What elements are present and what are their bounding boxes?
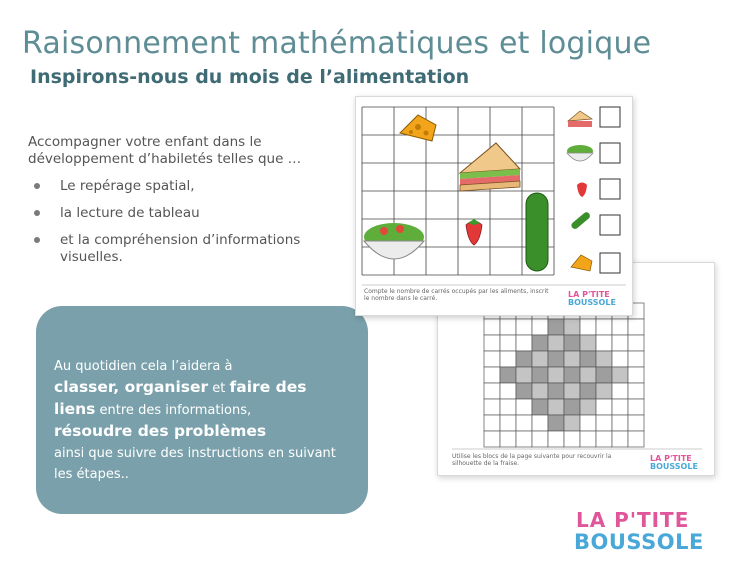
- callout-emphasis: classer, organiser: [54, 378, 209, 396]
- callout-emphasis: résoudre des problèmes: [54, 422, 267, 440]
- grid-cell: [516, 383, 532, 399]
- cheese-icon: [571, 255, 592, 271]
- grid-cell: [580, 335, 596, 351]
- mini-logo: [650, 455, 698, 471]
- grid-cell: [596, 335, 612, 351]
- grid-cell: [580, 431, 596, 447]
- sandwich-icon: [568, 111, 592, 127]
- grid-cell: [596, 431, 612, 447]
- grid-cell: [564, 431, 580, 447]
- grid-cell: [596, 399, 612, 415]
- grid-cell: [484, 367, 500, 383]
- grid-cell: [532, 351, 548, 367]
- answer-box[interactable]: [600, 215, 620, 235]
- grid-cell: [484, 351, 500, 367]
- grid-cell: [596, 383, 612, 399]
- grid-cell: [516, 367, 532, 383]
- grid-cell: [532, 383, 548, 399]
- list-item-label: Le repérage spatial,: [60, 178, 195, 194]
- mini-logo: [568, 291, 616, 307]
- answer-box[interactable]: [600, 107, 620, 127]
- strawberry-icon: [577, 183, 587, 198]
- food-grid: [356, 97, 634, 317]
- worksheet-caption: Compte le nombre de carrés occupés par les aliments, inscrit le nombre dans le carré.: [364, 288, 549, 302]
- legend-column: [567, 107, 620, 273]
- logo-line1: LA P'TITE: [576, 508, 690, 532]
- grid-cell: [580, 351, 596, 367]
- callout-text: entre des informations,: [95, 403, 252, 418]
- grid-cell: [596, 367, 612, 383]
- grid-cell: [500, 335, 516, 351]
- grid-cell: [564, 351, 580, 367]
- grid-cell: [628, 319, 644, 335]
- grid-cell: [500, 383, 516, 399]
- callout-box: [36, 306, 368, 514]
- grid-cell: [484, 335, 500, 351]
- grid-cell: [484, 319, 500, 335]
- grid-cell: [564, 319, 580, 335]
- grid-cell: [516, 415, 532, 431]
- mini-logo-line1: LA P'TITE: [650, 454, 692, 463]
- grid-cell: [532, 415, 548, 431]
- grid-cell: [612, 431, 628, 447]
- grid-cell: [564, 415, 580, 431]
- salad-icon: [567, 145, 593, 161]
- grid-cell: [564, 367, 580, 383]
- grid-cell: [516, 399, 532, 415]
- grid-cell: [596, 319, 612, 335]
- grid-cell: [548, 335, 564, 351]
- worksheet-food-grid: [355, 96, 633, 316]
- grid-cell: [484, 399, 500, 415]
- cheese-icon: [400, 115, 436, 141]
- worksheet-caption: Utilise les blocs de la page suivante pour recouvrir la silhouette de la fraise.: [452, 453, 612, 467]
- mini-logo-line2: BOUSSOLE: [650, 462, 698, 471]
- grid-cell: [532, 399, 548, 415]
- grid-cell: [580, 415, 596, 431]
- grid-cell: [484, 431, 500, 447]
- salad-icon: [364, 223, 424, 259]
- grid-cell: [564, 383, 580, 399]
- grid-cell: [516, 351, 532, 367]
- grid-cell: [628, 415, 644, 431]
- skills-list: [34, 178, 344, 276]
- mini-logo-line2: BOUSSOLE: [568, 298, 616, 307]
- grid-cell: [500, 351, 516, 367]
- grid-cell: [628, 335, 644, 351]
- grid-cell: [532, 319, 548, 335]
- answer-box[interactable]: [600, 253, 620, 273]
- grid-cell: [596, 351, 612, 367]
- grid-cell: [596, 415, 612, 431]
- grid-cell: [612, 335, 628, 351]
- grid-cell: [516, 335, 532, 351]
- grid-cell: [516, 431, 532, 447]
- grid-cell: [548, 383, 564, 399]
- grid-cell: [580, 399, 596, 415]
- grid-cell: [500, 399, 516, 415]
- grid-cell: [628, 399, 644, 415]
- grid-cell: [564, 335, 580, 351]
- grid-cell: [612, 383, 628, 399]
- strawberry-icon: [466, 219, 482, 245]
- bullet-icon: [34, 183, 40, 189]
- bullet-icon: [34, 210, 40, 216]
- bullet-icon: [34, 237, 40, 243]
- cucumber-icon: [570, 211, 591, 231]
- grid-cell: [628, 431, 644, 447]
- callout-emphasis: faire des liens: [54, 378, 307, 418]
- brand-logo: [566, 506, 716, 556]
- grid-cell: [500, 415, 516, 431]
- grid-cell: [532, 431, 548, 447]
- list-item: [34, 205, 344, 222]
- list-item: [34, 232, 344, 266]
- grid-cell: [548, 367, 564, 383]
- callout-text: ainsi que suivre des instructions en suivant les étapes..: [54, 446, 336, 482]
- page-title: Raisonnement mathématiques et logique: [22, 26, 652, 61]
- grid-cell: [500, 367, 516, 383]
- grid-cell: [628, 351, 644, 367]
- grid-cell: [500, 431, 516, 447]
- callout-text: Au quotidien cela l’aidera à: [54, 359, 233, 374]
- list-item: [34, 178, 344, 195]
- grid-cell: [484, 383, 500, 399]
- grid-cell: [612, 399, 628, 415]
- grid-cell: [580, 383, 596, 399]
- grid-cell: [580, 367, 596, 383]
- answer-box[interactable]: [600, 143, 620, 163]
- grid-cell: [612, 351, 628, 367]
- grid-cell: [612, 319, 628, 335]
- grid-cell: [500, 319, 516, 335]
- grid-cell: [580, 319, 596, 335]
- grid-cell: [612, 367, 628, 383]
- grid-cell: [564, 399, 580, 415]
- grid-cell: [628, 383, 644, 399]
- grid-cell: [548, 431, 564, 447]
- cucumber-icon: [526, 193, 548, 271]
- grid-cell: [532, 335, 548, 351]
- grid-cell: [548, 415, 564, 431]
- list-item-label: la lecture de tableau: [60, 205, 200, 221]
- list-item-label: et la compréhension d’informations visuelles.: [60, 232, 301, 265]
- logo-line2: BOUSSOLE: [574, 530, 704, 554]
- intro-text: Accompagner votre enfant dans le développement d’habiletés telles que …: [28, 134, 302, 167]
- callout-text: et: [208, 381, 230, 396]
- grid-cell: [548, 351, 564, 367]
- grid-cell: [548, 399, 564, 415]
- sandwich-icon: [460, 143, 520, 191]
- grid-cell: [548, 319, 564, 335]
- grid-cell: [628, 367, 644, 383]
- page-subtitle: Inspirons-nous du mois de l’alimentation: [30, 66, 470, 88]
- grid-cell: [532, 367, 548, 383]
- grid-cell: [612, 415, 628, 431]
- mini-logo-line1: LA P'TITE: [568, 290, 610, 299]
- answer-box[interactable]: [600, 179, 620, 199]
- grid-cell: [516, 319, 532, 335]
- grid-cell: [484, 415, 500, 431]
